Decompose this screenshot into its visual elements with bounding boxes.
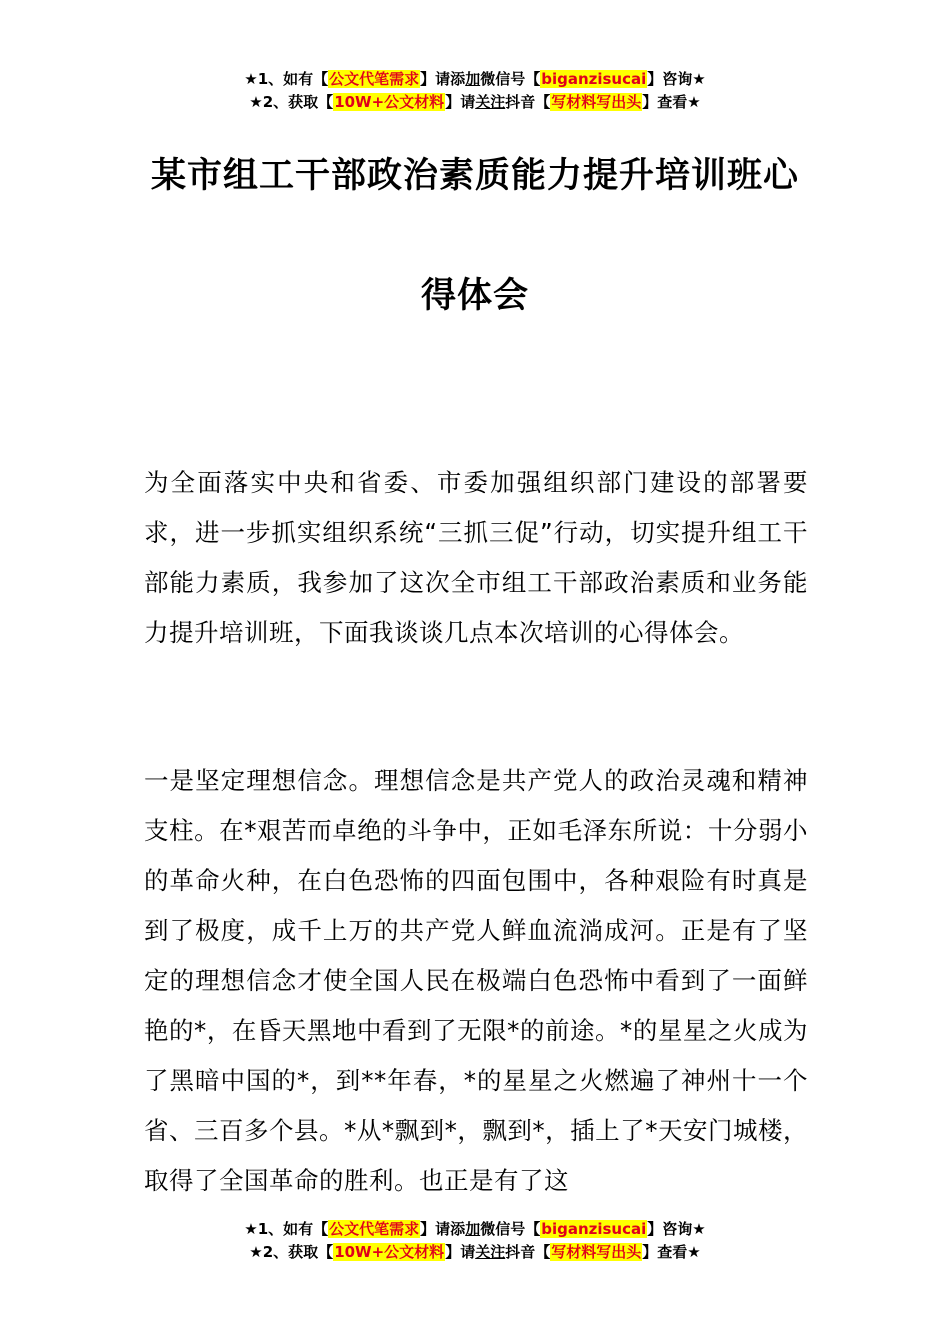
bottom-banner [0,1218,950,1264]
banner-highlight: 10W+公文材料 [334,1243,445,1261]
document-title-line-2: 得体会 [420,276,529,316]
banner-highlight: biganzisucai [541,1220,647,1238]
banner-highlight: 公文代笔需求 [329,1220,420,1238]
banner-line-2: ★2、获取【10W+公文材料】请关注抖音【写材料写出头】查看★ [249,1243,701,1261]
banner-highlight: biganzisucai [541,70,647,88]
banner-line-1: ★1、如有【公文代笔需求】请添加微信号【biganzisucai】咨询★ [244,1220,706,1238]
banner-line-1: ★1、如有【公文代笔需求】请添加微信号【biganzisucai】咨询★ [244,70,706,88]
banner-line-2: ★2、获取【10W+公文材料】请关注抖音【写材料写出头】查看★ [249,93,701,111]
top-banner [0,68,950,114]
banner-highlight: 10W+公文材料 [334,93,445,111]
document-title-line-1: 某市组工干部政治素质能力提升培训班心 [150,156,799,196]
body-paragraph-2: 一是坚定理想信念。理想信念是共产党人的政治灵魂和精神支柱。在*艰苦而卓绝的斗争中，正如毛泽东所说：十分弱小的革命火种，在白色恐怖的四面包围中，各种艰险有时真是到了极度，成千上万的共产党人鲜血流淌成河。正是有了坚定的理想信念才使全国人民在极端白色恐怖中看到了一面鲜艳的*，在昏天黑地中看到了无限*的前途。*的星星之火成为了黑暗中国的*，到**年春，*的星星之火燃遍了神州十一个省、三百多个县。*从*飘到*，飘到*，插上了*天安门城楼，取得了全国革命的胜利。也正是有了这 [144,766,808,1195]
banner-highlight: 公文代笔需求 [329,70,420,88]
body-paragraph-1: 为全面落实中央和省委、市委加强组织部门建设的部署要求，进一步抓实组织系统“三抓三促”行动，切实提升组工干部能力素质，我参加了这次全市组工干部政治素质和业务能力提升培训班，下面我谈谈几点本次培训的心得体会。 [144,468,808,647]
banner-highlight: 写材料写出头 [551,93,642,111]
banner-highlight: 写材料写出头 [551,1243,642,1261]
